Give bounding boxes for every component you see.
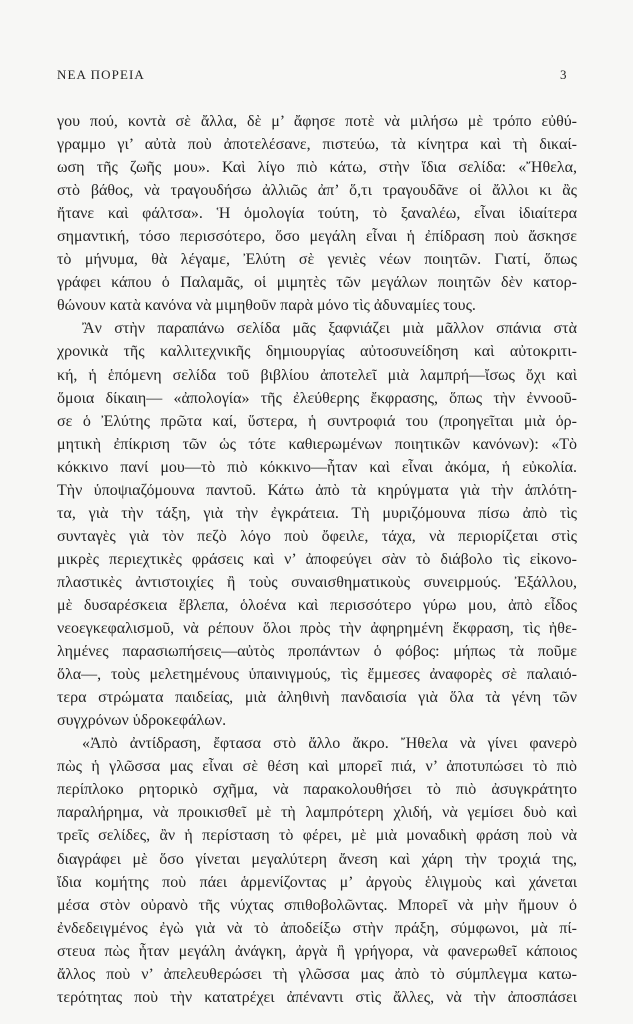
text-line: Τὴν ὑποψιαζόμουνα παντοῦ. Κάτω ἀπὸ τὰ κηρύγματα γιὰ τὴν ἁπλότη-: [57, 481, 577, 499]
text-line: λημένες παρασιωπήσεις—αὐτὸς προπάντων ὁ φόβος: μήπως τὰ ποῦμε: [57, 643, 577, 661]
text-line: μητικὴ ἐπίκριση τῶν ὡς τότε καθιερωμένων ποιητικῶν κανόνων): «Τὸ: [57, 435, 577, 453]
text-line: παραλήρημα, νὰ προικισθεῖ μὲ τὴ λαμπρότερη χλιδή, νὰ γεμίσει δυὸ καὶ: [57, 804, 577, 822]
text-line: μικρὲς περιεχτικὲς φράσεις καὶ ν’ ἀποφεύγει σὰν τὸ διάβολο τὶς εἰκονο-: [57, 550, 577, 568]
text-line: συνταγὲς γιὰ τὸν πεζὸ λόγο ποὺ ὄφειλε, τάχα, νὰ περιορίζεται στὶς: [57, 527, 577, 545]
text-line: «Ἀπὸ ἀντίδραση, ἔφτασα στὸ ἄλλο ἄκρο. Ἤθελα νὰ γίνει φανερὸ: [82, 735, 577, 753]
text-line: γου πού, κοντὰ σὲ ἄλλα, δὲ μ’ ἄφησε ποτὲ νὰ μιλήσω μὲ τρόπο εὐθύ-: [57, 113, 577, 130]
text-line: μὲ δυσαρέσκεια ἔβλεπα, ὁλοένα καὶ περισσότερο γύρω μου, ἀπὸ εἶδος: [57, 596, 577, 614]
text-line: κή, ἡ ἑπόμενη σελίδα τοῦ βιβλίου ἀποτελεῖ μιὰ λαμπρή—ἴσως ὄχι καὶ: [57, 366, 577, 384]
text-line: χρονικὰ τῆς καλλιτεχνικῆς δημιουργίας αὐτοσυνείδηση καὶ αὐτοκριτι-: [57, 343, 577, 361]
running-head-title: ΝΕΑ ΠΟΡΕΙΑ: [57, 67, 145, 82]
text-line: τὸ μήνυμα, θὰ λέγαμε, Ἐλύτη σὲ γενιὲς νέων ποιητῶν. Γιατί, ὅπως: [57, 251, 577, 269]
text-line: ωση τῆς ζωῆς μου». Καὶ λίγο πιὸ κάτω, στὴν ἴδια σελίδα: «Ἤθελα,: [57, 159, 577, 177]
body-text: [57, 110, 577, 1009]
page-number: 3: [560, 67, 567, 82]
text-line: ἴδια κομήτης ποὺ πάει ἁρμενίζοντας μ’ ἀργοὺς ἑλιγμοὺς καὶ χάνεται: [57, 873, 577, 891]
text-line: σε ὁ Ἐλύτης πρῶτα καί, ὕστερα, ἡ συντροφιά του (προηγεῖται μιὰ ὁρ-: [57, 412, 577, 430]
text-line: τερα στρώματα παιδείας, μιὰ ἀληθινὴ πανδαισία γιὰ ὅλα τὰ γένη τῶν: [57, 689, 577, 707]
text-line: ὅμοια δίκαιη— «ἀπολογία» τῆς ἐλεύθερης ἔκφρασης, ὅπως τὴν ἐννοοῦ-: [57, 389, 577, 407]
text-line: γράφει κάπου ὁ Παλαμᾶς, οἱ μιμητὲς τῶν μεγάλων ποιητῶν δὲν κατορ-: [57, 274, 577, 292]
paragraph: [57, 317, 577, 732]
text-line: σημαντική, τόσο περισσότερο, ὅσο μεγάλη εἶναι ἡ ἐπίδραση ποὺ ἄσκησε: [57, 228, 577, 246]
text-line: περίπλοκο ρητορικὸ σχῆμα, νὰ παρακολουθήσει τὸ πιὸ ἀσυγκράτητο: [57, 781, 577, 799]
text-line: τρεῖς σελίδες, ἂν ἡ περίσταση τὸ φέρει, μὲ μιὰ μοναδικὴ φράση ποὺ νὰ: [57, 827, 577, 845]
text-line: θώνουν κατὰ κανόνα νὰ μιμηθοῦν παρὰ μόνο τὶς ἀδυναμίες τους.: [57, 297, 476, 315]
text-line: διαγράφει μὲ ὅσο γίνεται μεγαλύτερη ἄνεση καὶ χάρη τὴν τροχιά της,: [57, 850, 577, 868]
text-line: ὅλα—, τοὺς μελετημένους ὑπαινιγμούς, τὶς ἔμμεσες ἀναφορὲς σὲ παλαιό-: [57, 666, 577, 684]
text-line: ἤτανε καὶ φάλτσα». Ἡ ὁμολογία τούτη, τὸ ξαναλέω, εἶναι ἰδιαίτερα: [57, 205, 577, 223]
text-line: ἄλλος ποὺ ν’ ἀπελευθερώσει τὴ γλῶσσα μας ἀπὸ τὸ σύμπλεγμα κατω-: [57, 965, 577, 983]
text-line: Ἂν στὴν παραπάνω σελίδα μᾶς ξαφνιάζει μιὰ μᾶλλον σπάνια στὰ: [82, 320, 577, 338]
text-line: τα, γιὰ τὴν τάξη, γιὰ τὴν ἐγκράτεια. Τὴ μυριζόμουνα πίσω ἀπὸ τὶς: [57, 504, 577, 522]
text-line: τερότητας ποὺ τὴν κατατρέχει ἀπέναντι στὶς ἄλλες, νὰ τὴν ἀποσπάσει: [57, 988, 577, 1006]
paragraph: [57, 110, 577, 317]
text-line: συγχρόνων ὑδροκεφάλων.: [57, 712, 227, 730]
text-line: πὼς ἡ γλῶσσα μας εἶναι σὲ θέση καὶ μπορεῖ πιά, ν’ ἀποτυπώσει τὸ πιὸ: [57, 758, 577, 776]
text-line: στευα πὼς ἦταν μεγάλη ἀνάγκη, ἀργὰ ἢ γρήγορα, νὰ φανερωθεῖ κάποιος: [57, 942, 577, 960]
text-line: νεοεγκεφαλισμοῦ, νὰ ρέπουν ὅλοι πρὸς τὴν ἀφηρημένη ἔκφραση, τὶς ἠθε-: [57, 620, 577, 638]
text-line: ἐνδεδειγμένος ἐγὼ γιὰ νὰ τὸ ἀποδείξω στὴν πράξη, σύμφωνοι, μὰ πί-: [57, 919, 577, 937]
text-line: γραμμο γι’ αὐτὰ ποὺ ἀποτελέσανε, πιστεύω, τὰ κίνητρα καὶ τὴ δικαί-: [57, 136, 577, 154]
text-line: στὸ βάθος, νὰ τραγουδήσω ἀλλιῶς ἀπ’ ὅ,τι τραγουδᾶνε οἱ ἄλλοι κι ἂς: [57, 182, 577, 200]
text-line: πλαστικὲς ἀντιστοιχίες ἢ τοὺς συναισθηματικοὺς συνειρμούς. Ἐξάλλου,: [57, 573, 577, 591]
text-line: μέσα στὸν οὐρανὸ τῆς νύχτας σπιθοβολῶντας. Μπορεῖ νὰ μὴν ἤμουν ὁ: [57, 896, 577, 914]
paragraph: [57, 732, 577, 1009]
text-line: κόκκινο πανί μου—τὸ πιὸ κόκκινο—ἦταν καὶ εἶναι ἀκόμα, ἡ εὐκολία.: [57, 458, 577, 476]
